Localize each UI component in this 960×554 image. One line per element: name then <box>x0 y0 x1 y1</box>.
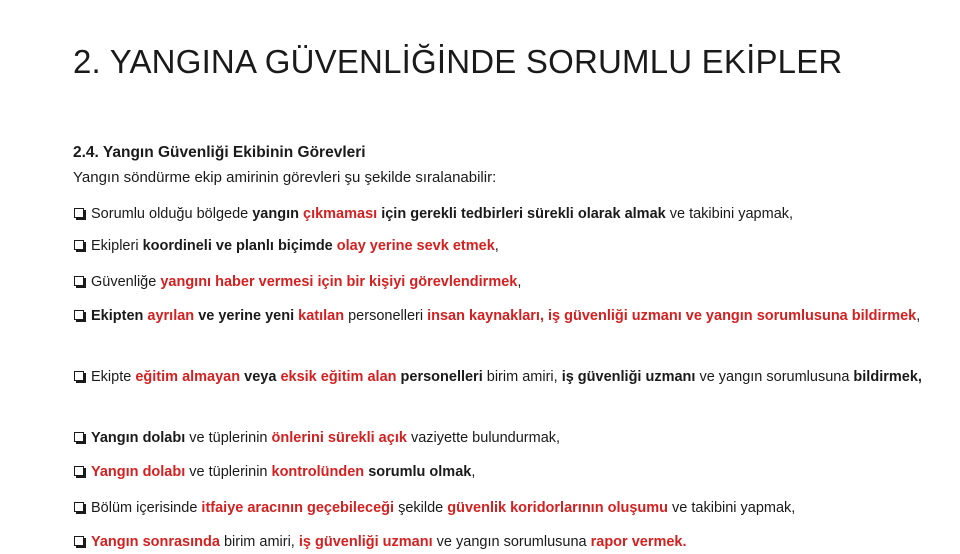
list-item <box>73 530 933 554</box>
page-title: 2. YANGINA GÜVENLİĞİNDE SORUMLU EKİPLER <box>73 43 843 80</box>
checkbox-bullet-icon <box>74 276 84 286</box>
list-item-text: Yangın dolabı <box>91 464 190 480</box>
list-item-text: koordineli ve planlı biçimde <box>142 238 337 254</box>
list-item-text: eğitim almayan <box>135 369 245 385</box>
checkbox-bullet-icon <box>74 536 84 546</box>
list-item-text: Ekipleri <box>91 238 143 254</box>
list-item-text: çıkmaması <box>303 206 382 222</box>
list-item-text: , <box>916 308 921 324</box>
list-item-text: ve takibini yapmak, <box>669 206 794 222</box>
list-item-text: itfaiye aracının geçebileceği <box>201 500 399 516</box>
list-item-text: kontrolünden <box>271 464 369 480</box>
list-item <box>73 365 933 389</box>
section-subtitle: 2.4. Yangın Güvenliği Ekibinin Görevleri <box>73 144 366 161</box>
list-item-text: Yangın dolabı <box>91 430 190 446</box>
list-item-text: ve tüplerinin <box>189 430 272 446</box>
list-item <box>73 460 933 484</box>
list-item-text: Bölüm içerisinde <box>91 500 202 516</box>
list-item-text: ayrılan <box>147 308 199 324</box>
list-item-text: personelleri <box>348 308 428 324</box>
list-item-text: veya <box>244 369 281 385</box>
list-item-text: katılan <box>298 308 349 324</box>
list-item-text: yangın <box>252 206 303 222</box>
list-item-text: güvenlik koridorlarının oluşumu <box>447 500 673 516</box>
list-item-text: Yangın sonrasında <box>91 534 224 550</box>
list-item-text: için gerekli tedbirleri sürekli olarak almak <box>381 206 670 222</box>
list-item-text: ve yangın sorumlusuna <box>436 534 591 550</box>
list-item-text: Ekipte <box>91 369 136 385</box>
list-item-text: Sorumlu olduğu bölgede <box>91 206 253 222</box>
list-item-text: şekilde <box>398 500 448 516</box>
list-item <box>73 234 933 258</box>
list-item-text: insan kaynakları, iş güvenliği uzmanı ve yangın sorumlusuna bildirmek <box>427 308 917 324</box>
intro-text: Yangın söndürme ekip amirinin görevleri şu şekilde sıralanabilir: <box>73 169 497 186</box>
list-item <box>73 270 933 294</box>
list-item-text: iş güvenliği uzmanı <box>298 534 437 550</box>
list-item <box>73 304 933 328</box>
list-item-text: önlerini sürekli açık <box>271 430 411 446</box>
list-item-text: bildirmek, <box>853 369 922 385</box>
list-item-text: personelleri <box>400 369 487 385</box>
list-item-text: ve takibini yapmak, <box>672 500 796 516</box>
list-item-text: iş güvenliği uzmanı <box>561 369 700 385</box>
list-item-text: , <box>517 274 522 290</box>
list-item-text: ve tüplerinin <box>189 464 272 480</box>
checkbox-bullet-icon <box>74 208 84 218</box>
checkbox-bullet-icon <box>74 432 84 442</box>
list-item-text: yangını haber vermesi için bir kişiyi görevlendirmek <box>160 274 518 290</box>
list-item-text: olay yerine sevk etmek <box>336 238 495 254</box>
checkbox-bullet-icon <box>74 502 84 512</box>
list-item <box>73 496 933 520</box>
list-item-text: rapor vermek. <box>590 534 687 550</box>
checkbox-bullet-icon <box>74 310 84 320</box>
list-item-text: ve yerine yeni <box>198 308 299 324</box>
list-item-text: , <box>471 464 476 480</box>
list-item <box>73 202 933 226</box>
list-item-text: , <box>494 238 499 254</box>
list-item-text: birim amiri, <box>486 369 562 385</box>
checkbox-bullet-icon <box>74 240 84 250</box>
list-item-text: vaziyette bulundurmak, <box>410 430 561 446</box>
list-item-text: eksik eğitim alan <box>280 369 401 385</box>
list-item <box>73 426 933 450</box>
list-item-text: ve yangın sorumlusuna <box>699 369 854 385</box>
checkbox-bullet-icon <box>74 466 84 476</box>
list-item-text: birim amiri, <box>223 534 299 550</box>
checkbox-bullet-icon <box>74 371 84 381</box>
list-item-text: Güvenliğe <box>91 274 161 290</box>
list-item-text: sorumlu olmak <box>368 464 472 480</box>
list-item-text: Ekipten <box>91 308 148 324</box>
